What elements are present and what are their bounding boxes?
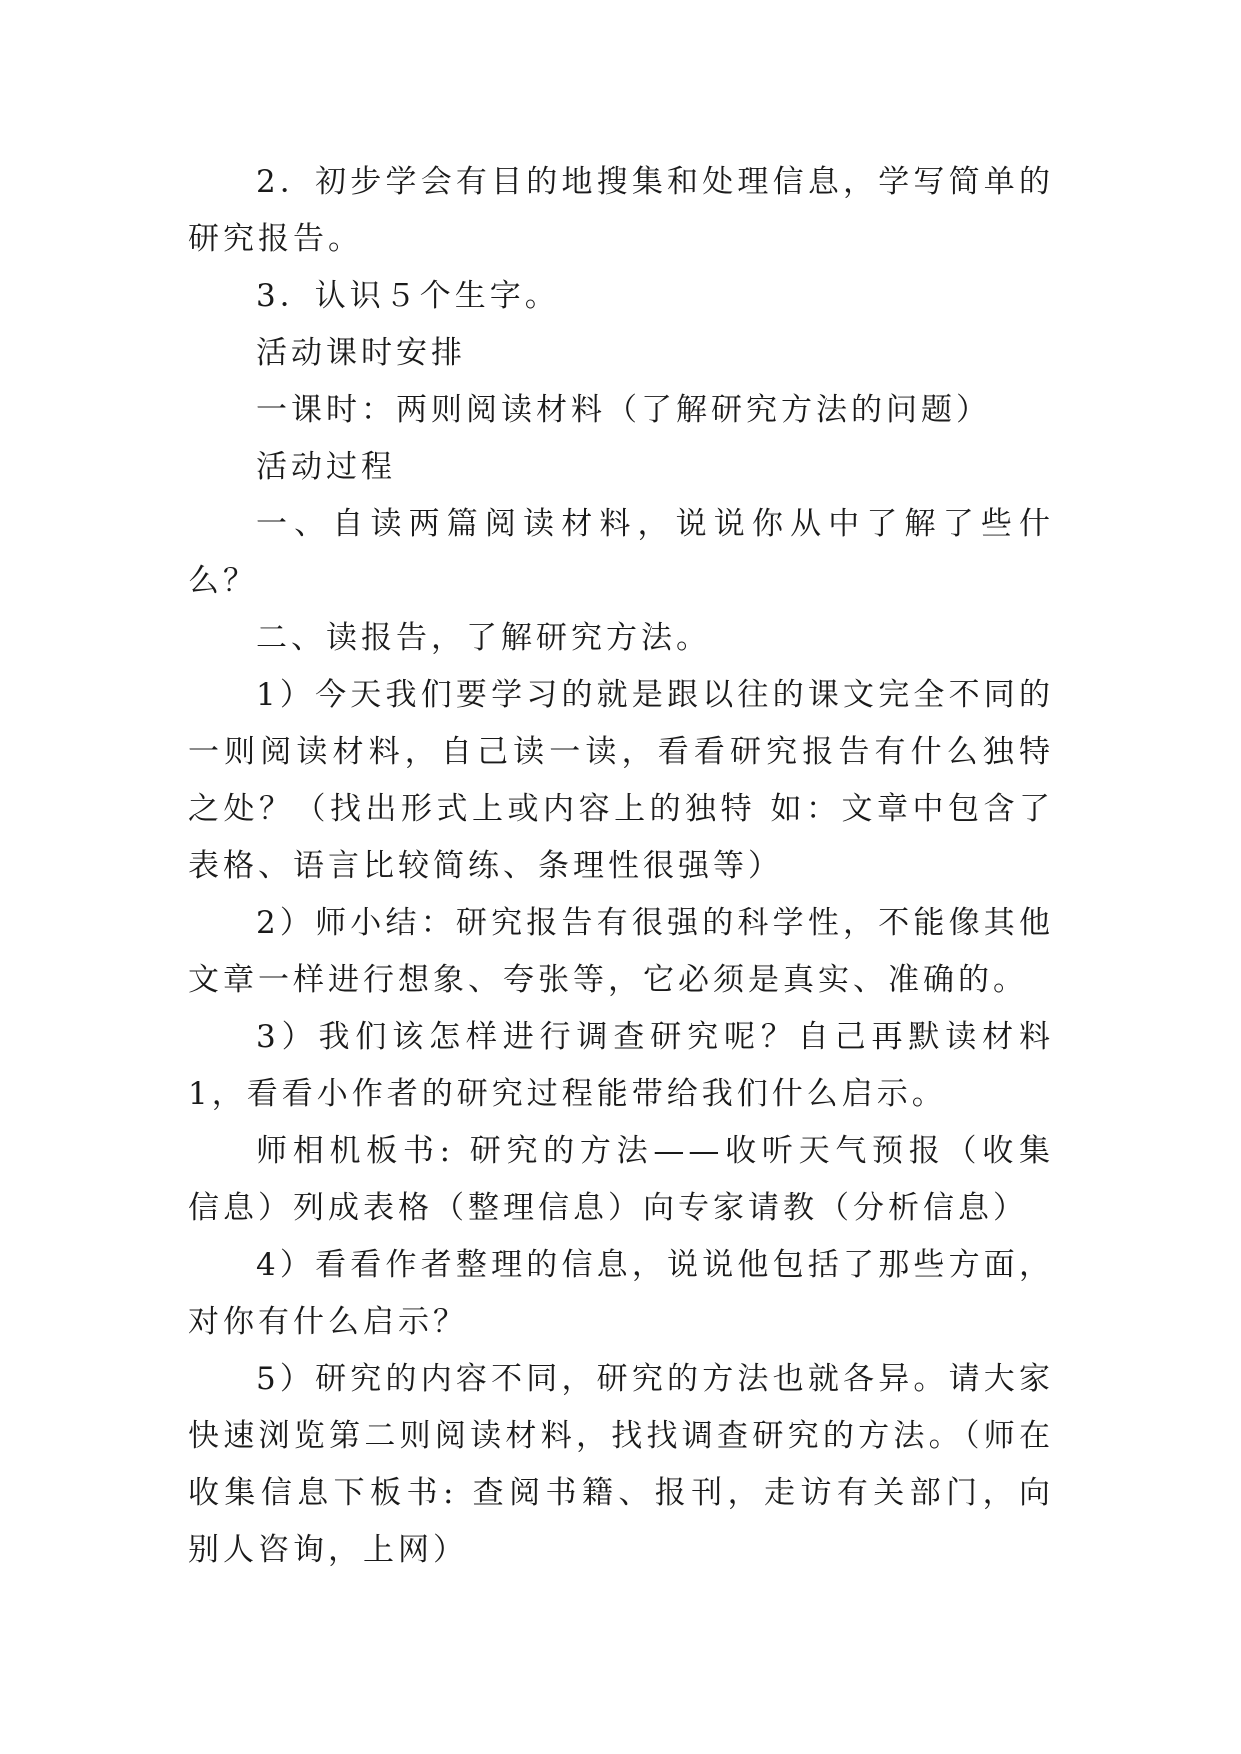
paragraph-item-1: 1）今天我们要学习的就是跟以往的课文完全不同的一则阅读材料，自己读一读，看看研究报告有什么独特之处？（找出形式上或内容上的独特 如：文章中包含了表格、语言比较简练、条理性很强等） <box>188 677 1054 884</box>
paragraph-objective-3: 3．认识５个生字。 <box>256 278 560 314</box>
document-page <box>188 154 1054 1579</box>
paragraph-schedule: 一课时：两则阅读材料（了解研究方法的问题） <box>256 392 991 428</box>
heading-schedule: 活动课时安排 <box>256 335 466 371</box>
paragraph-item-4: 4）看看作者整理的信息，说说他包括了那些方面，对你有什么启示？ <box>188 1247 1054 1340</box>
paragraph-step-1: 一、自读两篇阅读材料，说说你从中了解了些什么？ <box>188 506 1054 599</box>
heading-process: 活动过程 <box>256 449 396 485</box>
paragraph-step-2: 二、读报告，了解研究方法。 <box>256 620 711 656</box>
paragraph-item-3: 3）我们该怎样进行调查研究呢？自己再默读材料1，看看小作者的研究过程能带给我们什么启示。 <box>188 1019 1054 1112</box>
paragraph-board-notes: 师相机板书: 研究的方法——收听天气预报（收集信息）列成表格（整理信息）向专家请教（分析信息） <box>188 1133 1054 1226</box>
paragraph-item-5: 5）研究的内容不同，研究的方法也就各异。请大家快速浏览第二则阅读材料，找找调查研究的方法。（师在收集信息下板书: 查阅书籍、报刊，走访有关部门，向别人咨询，上网） <box>188 1361 1054 1568</box>
paragraph-item-2: 2）师小结：研究报告有很强的科学性，不能像其他文章一样进行想象、夸张等，它必须是真实、准确的。 <box>188 905 1054 998</box>
paragraph-objective-2: 2．初步学会有目的地搜集和处理信息，学写简单的研究报告。 <box>188 164 1054 257</box>
